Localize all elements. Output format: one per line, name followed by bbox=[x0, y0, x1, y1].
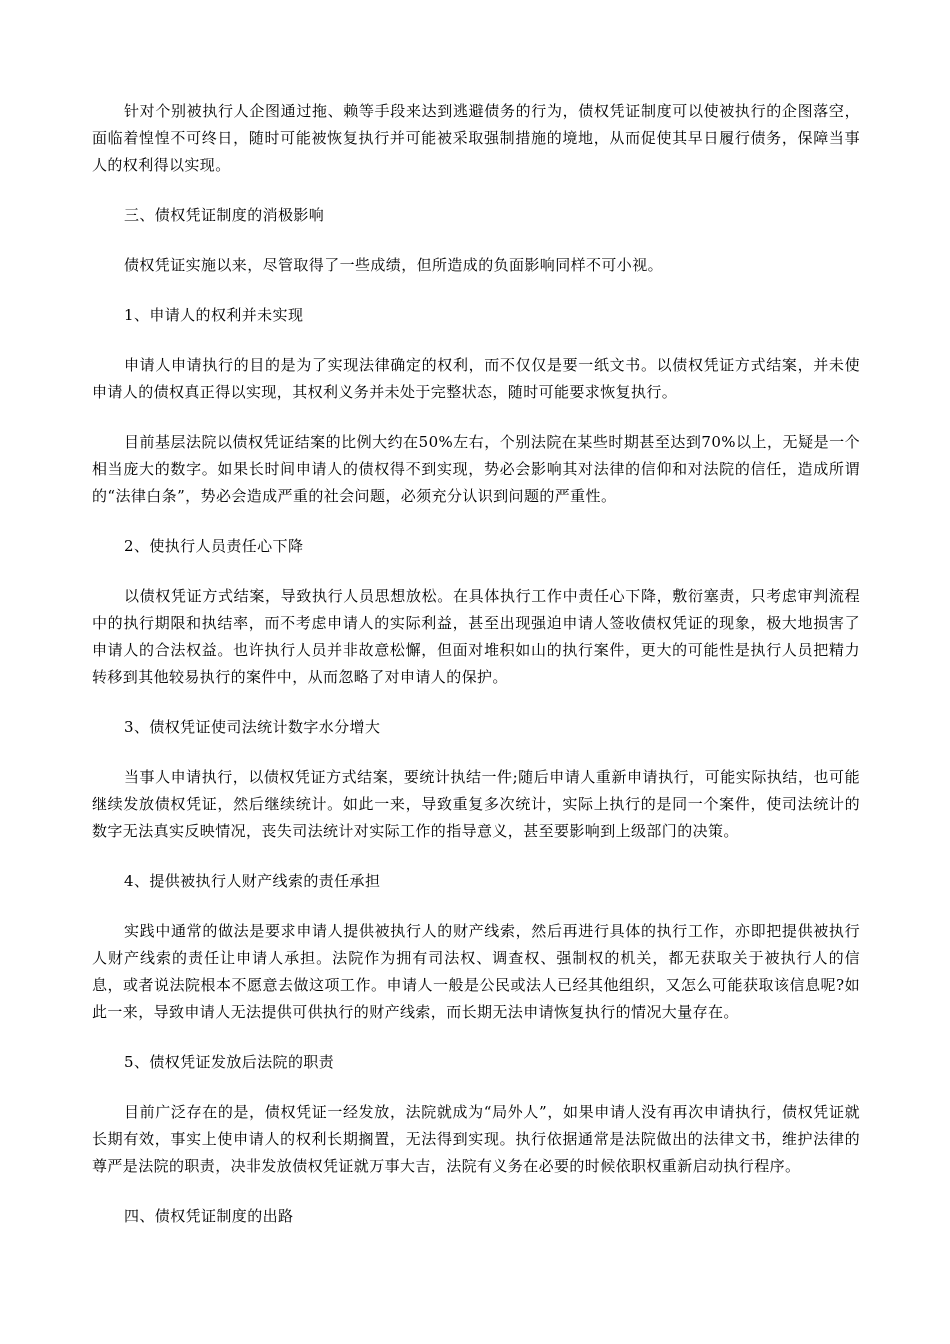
paragraph: 实践中通常的做法是要求申请人提供被执行人的财产线索，然后再进行具体的执行工作，亦即把提供被执行人财产线索的责任让申请人承担。法院作为拥有司法权、调查权、强制权的机关，都无获取关于被执行人的信息，或者说法院根本不愿意去做这项工作。申请人一般是公民或法人已经其他组织，又怎么可能获取该信息呢?如此一来，导致申请人无法提供可供执行的财产线索，而长期无法申请恢复执行的情况大量存在。 bbox=[92, 922, 860, 1021]
paragraph: 当事人申请执行，以债权凭证方式结案，要统计执结一件;随后申请人重新申请执行，可能实际执结，也可能继续发放债权凭证，然后继续统计。如此一来，导致重复多次统计，实际上执行的是同一个案件，使司法统计的数字无法真实反映情况，丧失司法统计对实际工作的指导意义，甚至要影响到上级部门的决策。 bbox=[92, 768, 860, 840]
section-heading: 四、债权凭证制度的出路 bbox=[124, 1207, 294, 1225]
paragraph: 目前基层法院以债权凭证结案的比例大约在50%左右，个别法院在某些时期甚至达到70%以上，无疑是一个相当庞大的数字。如果长时间申请人的债权得不到实现，势必会影响其对法律的信仰和对法院的信任，造成所谓的“法律白条”，势必会造成严重的社会问题，必须充分认识到问题的严重性。 bbox=[92, 433, 860, 505]
paragraph: 针对个别被执行人企图通过拖、赖等手段来达到逃避债务的行为，债权凭证制度可以使被执行的企图落空，面临着惶惶不可终日，随时可能被恢复执行并可能被采取强制措施的境地，从而促使其早日履行债务，保障当事人的权利得以实现。 bbox=[92, 102, 860, 174]
section-heading: 三、债权凭证制度的消极影响 bbox=[124, 206, 325, 224]
subsection-heading: 3、债权凭证使司法统计数字水分增大 bbox=[124, 718, 381, 736]
subsection-heading: 4、提供被执行人财产线索的责任承担 bbox=[124, 872, 381, 890]
subsection-heading: 5、债权凭证发放后法院的职责 bbox=[124, 1053, 335, 1071]
subsection-heading: 1、申请人的权利并未实现 bbox=[124, 306, 304, 324]
paragraph: 申请人申请执行的目的是为了实现法律确定的权利，而不仅仅是要一纸文书。以债权凭证方式结案，并未使申请人的债权真正得以实现，其权利义务并未处于完整状态，随时可能要求恢复执行。 bbox=[92, 356, 860, 401]
subsection-heading: 2、使执行人员责任心下降 bbox=[124, 537, 304, 555]
paragraph: 目前广泛存在的是，债权凭证一经发放，法院就成为“局外人”，如果申请人没有再次申请执行，债权凭证就长期有效，事实上使申请人的权利长期搁置，无法得到实现。执行依据通常是法院做出的法律文书，维护法律的尊严是法院的职责，决非发放债权凭证就万事大吉，法院有义务在必要的时候依职权重新启动执行程序。 bbox=[92, 1103, 860, 1175]
document-body bbox=[92, 98, 860, 1253]
paragraph: 以债权凭证方式结案，导致执行人员思想放松。在具体执行工作中责任心下降，敷衍塞责，只考虑审判流程中的执行期限和执结率，而不考虑申请人的实际利益，甚至出现强迫申请人签收债权凭证的现象，极大地损害了申请人的合法权益。也许执行人员并非故意松懈，但面对堆积如山的执行案件，更大的可能性是执行人员把精力转移到其他较易执行的案件中，从而忽略了对申请人的保护。 bbox=[92, 587, 860, 686]
paragraph: 债权凭证实施以来，尽管取得了一些成绩，但所造成的负面影响同样不可小视。 bbox=[124, 256, 664, 274]
